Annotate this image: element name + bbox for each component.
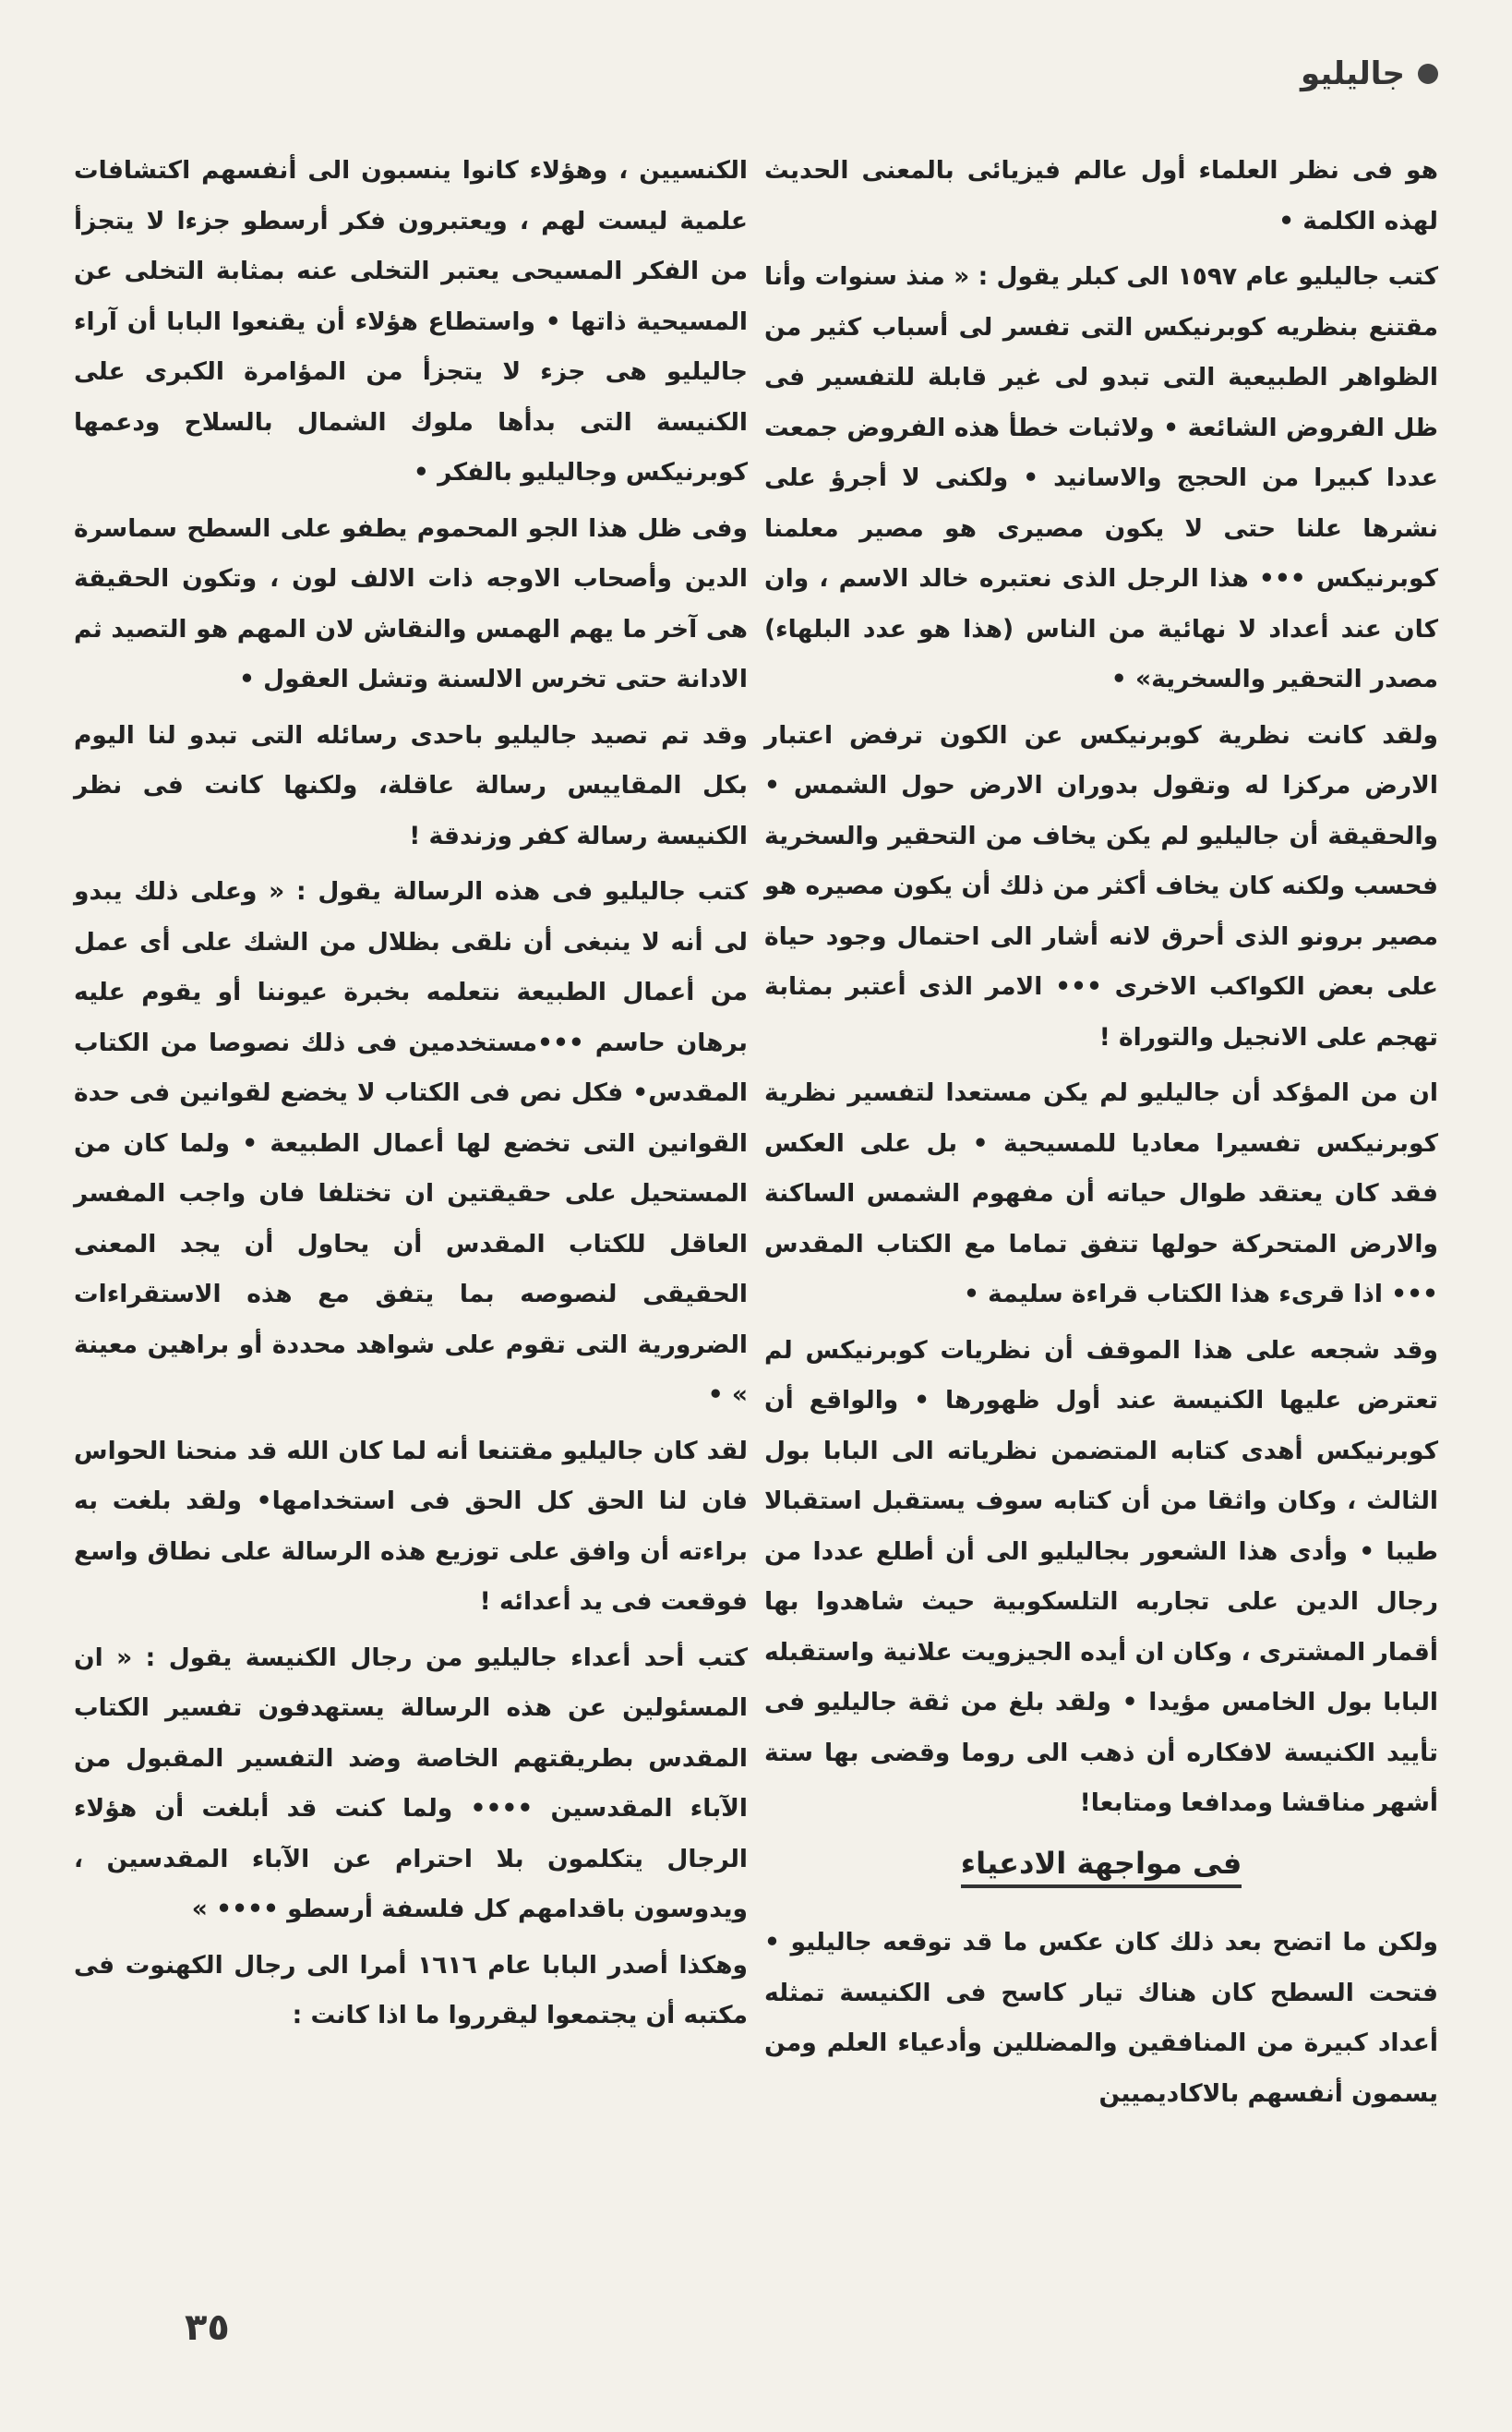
paragraph: وقد تم تصيد جاليليو باحدى رسائله التى تبدو لنا اليوم بكل المقاييس رسالة عاقلة، ولكنها كانت فى نظر الكنيسة رسالة كفر وزندقة ! (74, 720, 748, 850)
paragraph: هو فى نظر العلماء أول عالم فيزيائى بالمعنى الحديث لهذه الكلمة • (764, 156, 1438, 235)
paragraph: كتب أحد أعداء جاليليو من رجال الكنيسة يقول : « ان المسئولين عن هذه الرسالة يستهدفون تفسير الكتاب المقدس بطريقتهم الخاصة وضد التفسير المقبول من الآباء المقدسين •••• ولما كنت قد أبلغت أن هؤلاء الرجال يتكلمون بلا احترام عن الآباء المقدسين ، ويدوسون باقدامهم كل فلسفة أرسطو •••• » (74, 1643, 748, 1923)
paragraph: وفى ظل هذا الجو المحموم يطفو على السطح سماسرة الدين وأصحاب الاوجه ذات الالف لون ، وتكون الحقيقة هى آخر ما يهم الهمس والنقاش لان المهم هو التصيد ثم الادانة حتى تخرس الالسنة وتشل العقول • (74, 513, 748, 693)
running-header (1301, 55, 1438, 92)
right-column (764, 146, 1438, 2125)
paragraph: كتب جاليليو فى هذه الرسالة يقول : « وعلى ذلك يبدو لى أنه لا ينبغى أن نلقى بظلال من الشك على أى عمل من أعمال الطبيعة نتعلمه بخبرة عيوننا أو يقوم عليه برهان حاسم •••مستخدمين فى ذلك نصوصا من الكتاب المقدس• فكل نص فى الكتاب لا يخضع لقوانين فى حدة القوانين التى تخضع لها أعمال الطبيعة • ولما كان من المستحيل على حقيقتين ان تختلفا فان واجب المفسر العاقل للكتاب المقدس أن يحاول أن يجد المعنى الحقيقى لنصوصه بما يتفق مع هذه الاستقراءات الضرورية التى تقوم على شواهد محددة أو براهين معينة » • (74, 877, 748, 1409)
paragraph: الكنسيين ، وهؤلاء كانوا ينسبون الى أنفسهم اكتشافات علمية ليست لهم ، ويعتبرون فكر أرسطو جزءا لا يتجزأ من الفكر المسيحى يعتبر التخلى عنه بمثابة التخلى عن المسيحية ذاتها • واستطاع هؤلاء أن يقنعوا البابا أن آراء جاليليو هى جزء لا يتجزأ من المؤامرة الكبرى على الكنيسة التى بدأها ملوك الشمال بالسلاح ودعمها كوبرنيكس وجاليليو بالفكر • (74, 156, 748, 487)
paragraph: ان من المؤكد أن جاليليو لم يكن مستعدا لتفسير نظرية كوبرنيكس تفسيرا معاديا للمسيحية • بل على العكس فقد كان يعتقد طوال حياته أن مفهوم الشمس الساكنة والارض المتحركة حولها تتفق تماما مع الكتاب المقدس ••• اذا قرىء هذا الكتاب قراءة سليمة • (764, 1078, 1438, 1308)
paragraph: وهكذا أصدر البابا عام ١٦١٦ أمرا الى رجال الكهنوت فى مكتبه أن يجتمعوا ليقرروا ما اذا كانت : (74, 1950, 748, 2029)
running-header-title: جاليليو (1301, 55, 1405, 92)
paragraph: ولقد كانت نظرية كوبرنيكس عن الكون ترفض اعتبار الارض مركزا له وتقول بدوران الارض حول الشمس • والحقيقة أن جاليليو لم يكن يخاف من التحقير والسخرية فحسب ولكنه كان يخاف أكثر من ذلك أن يكون مصيره هو مصير برونو الذى أحرق لانه أشار الى احتمال وجود حياة على بعض الكواكب الاخرى ••• الامر الذى أعتبر بمثابة تهجم على الانجيل والتوراة ! (764, 720, 1438, 1052)
paragraph: وقد شجعه على هذا الموقف أن نظريات كوبرنيكس لم تعترض عليها الكنيسة عند أول ظهورها • والواقع أن كوبرنيكس أهدى كتابه المتضمن نظرياته الى البابا بول الثالث ، وكان واثقا من أن كتابه سوف يستقبل استقبالا طيبا • وأدى هذا الشعور بجاليليو الى أن أطلع عددا من رجال الدين على تجاربه التلسكوبية حيث شاهدوا بها أقمار المشترى ، وكان ان أيده الجيزويت علانية واستقبله البابا بول الخامس مؤيدا • ولقد بلغ من ثقة جاليليو فى تأييد الكنيسة لافكاره أن ذهب الى روما وقضى بها ستة أشهر مناقشا ومدافعا ومتابعا! (764, 1335, 1438, 1817)
page-number: ٣٥ (185, 2306, 230, 2349)
paragraph: كتب جاليليو عام ١٥٩٧ الى كبلر يقول : « منذ سنوات وأنا مقتنع بنظريه كوبرنيكس التى تفسر لى أسباب كثير من الظواهر الطبيعية التى تبدو لى غير قابلة للتفسير فى ظل الفروض الشائعة • ولاثبات خطأ هذه الفروض جمعت عددا كبيرا من الحجج والاسانيد • ولكنى لا أجرؤ على نشرها علنا حتى لا يكون مصيرى هو مصير معلمنا كوبرنيكس ••• هذا الرجل الذى نعتبره خالد الاسم ، وان كان عند أعداد لا نهائية من الناس (هذا هو عدد البلهاء) مصدر التحقير والسخرية» • (764, 262, 1438, 693)
section-heading: فى مواجهة الادعياء (764, 1838, 1438, 1889)
bullet-dot-icon (1418, 64, 1438, 84)
paragraph: ولكن ما اتضح بعد ذلك كان عكس ما قد توقعه جاليليو • فتحت السطح كان هناك تيار كاسح فى الكنيسة تمثله أعداد كبيرة من المنافقين والمضللين وأدعياء العلم ومن يسمون أنفسهم بالاكاديميين (764, 1928, 1438, 2108)
paragraph: لقد كان جاليليو مقتنعا أنه لما كان الله قد منحنا الحواس فان لنا الحق كل الحق فى استخدامها• ولقد بلغت به براءته أن وافق على توزيع هذه الرسالة على نطاق واسع فوقعت فى يد أعدائه ! (74, 1436, 748, 1616)
left-column (74, 146, 748, 2047)
